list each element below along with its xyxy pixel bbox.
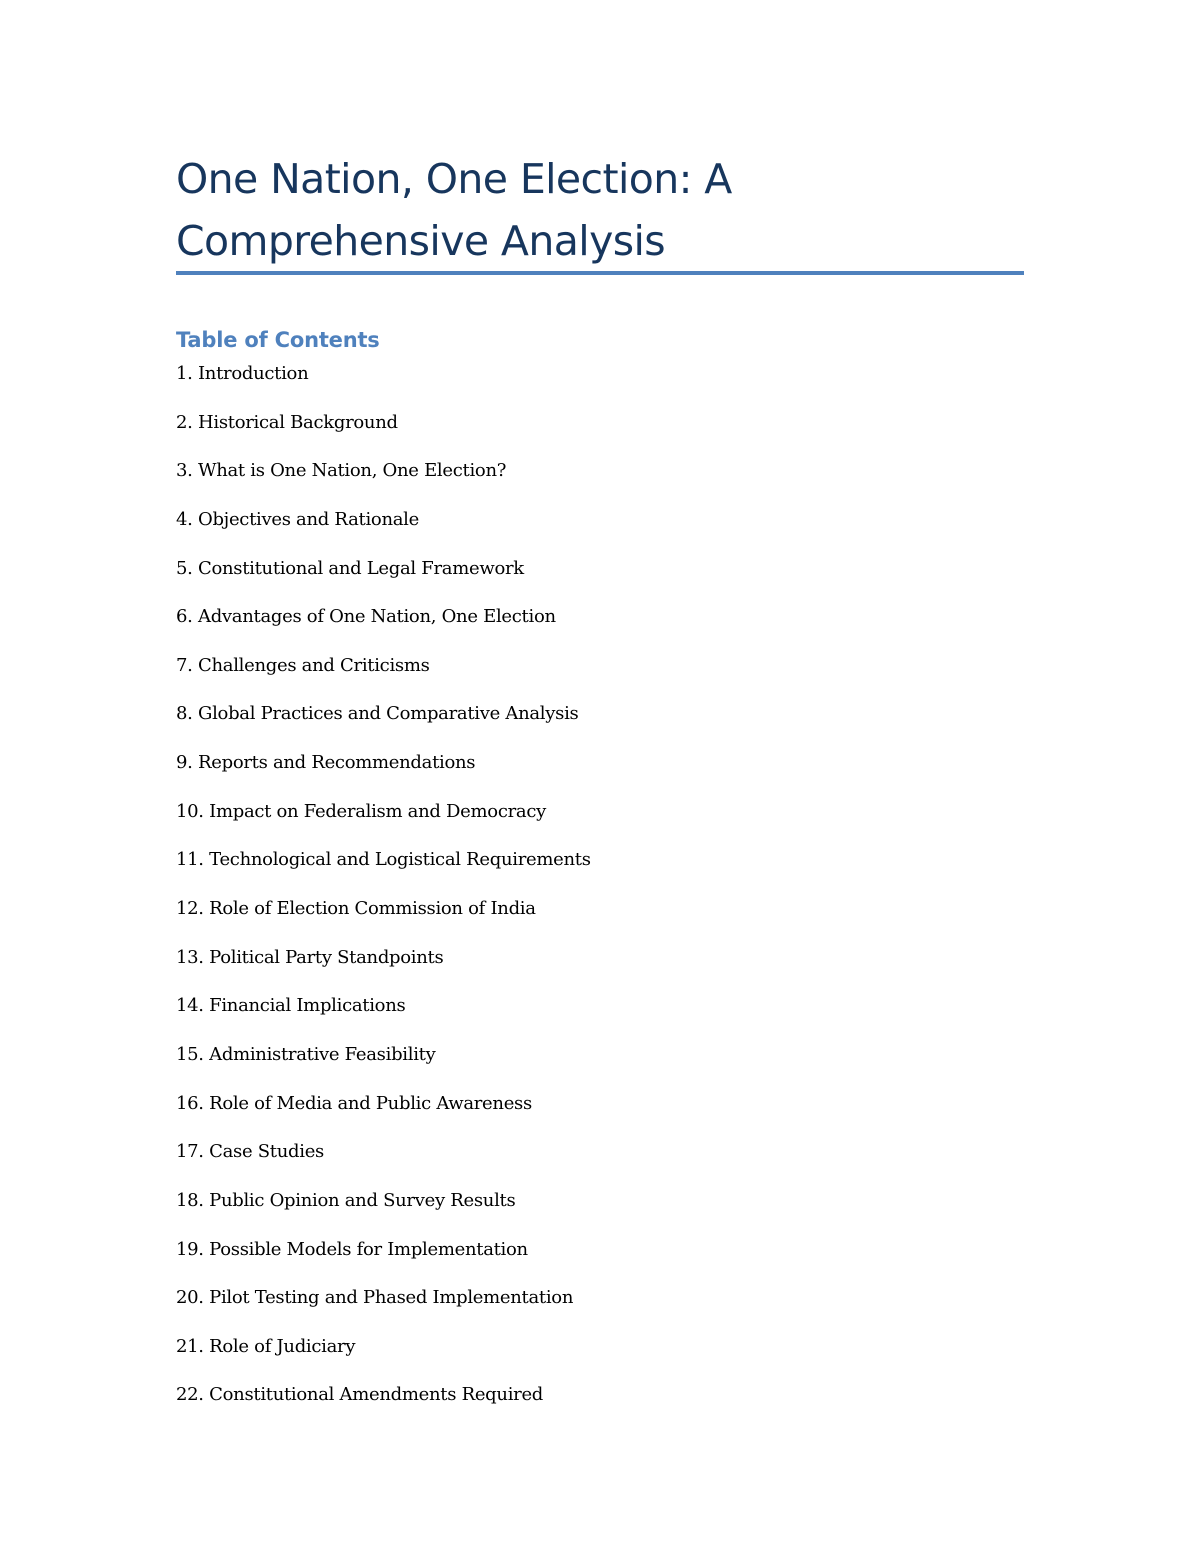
toc-item: 14. Financial Implications	[176, 995, 406, 1017]
toc-item: 12. Role of Election Commission of India	[176, 898, 536, 920]
toc-item: 17. Case Studies	[176, 1141, 324, 1163]
toc-item: 5. Constitutional and Legal Framework	[176, 557, 524, 579]
toc-item: 9. Reports and Recommendations	[176, 752, 476, 774]
toc-item: 22. Constitutional Amendments Required	[176, 1384, 544, 1406]
title-underline-rule	[176, 271, 1024, 275]
toc-list	[176, 360, 591, 1430]
toc-item: 1. Introduction	[176, 363, 309, 384]
toc-item: 13. Political Party Standpoints	[176, 946, 444, 968]
toc-item: 16. Role of Media and Public Awareness	[176, 1092, 532, 1114]
toc-item: 4. Objectives and Rationale	[176, 508, 419, 530]
toc-item: 15. Administrative Feasibility	[176, 1043, 436, 1065]
toc-item: 10. Impact on Federalism and Democracy	[176, 800, 547, 822]
toc-item: 20. Pilot Testing and Phased Implementation	[176, 1287, 574, 1309]
toc-heading: Table of Contents	[176, 328, 380, 352]
toc-item: 19. Possible Models for Implementation	[176, 1238, 528, 1260]
toc-item: 2. Historical Background	[176, 411, 398, 433]
toc-item: 7. Challenges and Criticisms	[176, 654, 430, 676]
toc-item: 6. Advantages of One Nation, One Election	[176, 606, 556, 628]
toc-item: 18. Public Opinion and Survey Results	[176, 1189, 516, 1211]
document-title: One Nation, One Election: A Comprehensive Analysis	[176, 155, 732, 265]
toc-item: 11. Technological and Logistical Requirements	[176, 849, 591, 871]
toc-item: 8. Global Practices and Comparative Analysis	[176, 703, 579, 725]
toc-item: 3. What is One Nation, One Election?	[176, 460, 507, 482]
toc-item: 21. Role of Judiciary	[176, 1335, 356, 1357]
